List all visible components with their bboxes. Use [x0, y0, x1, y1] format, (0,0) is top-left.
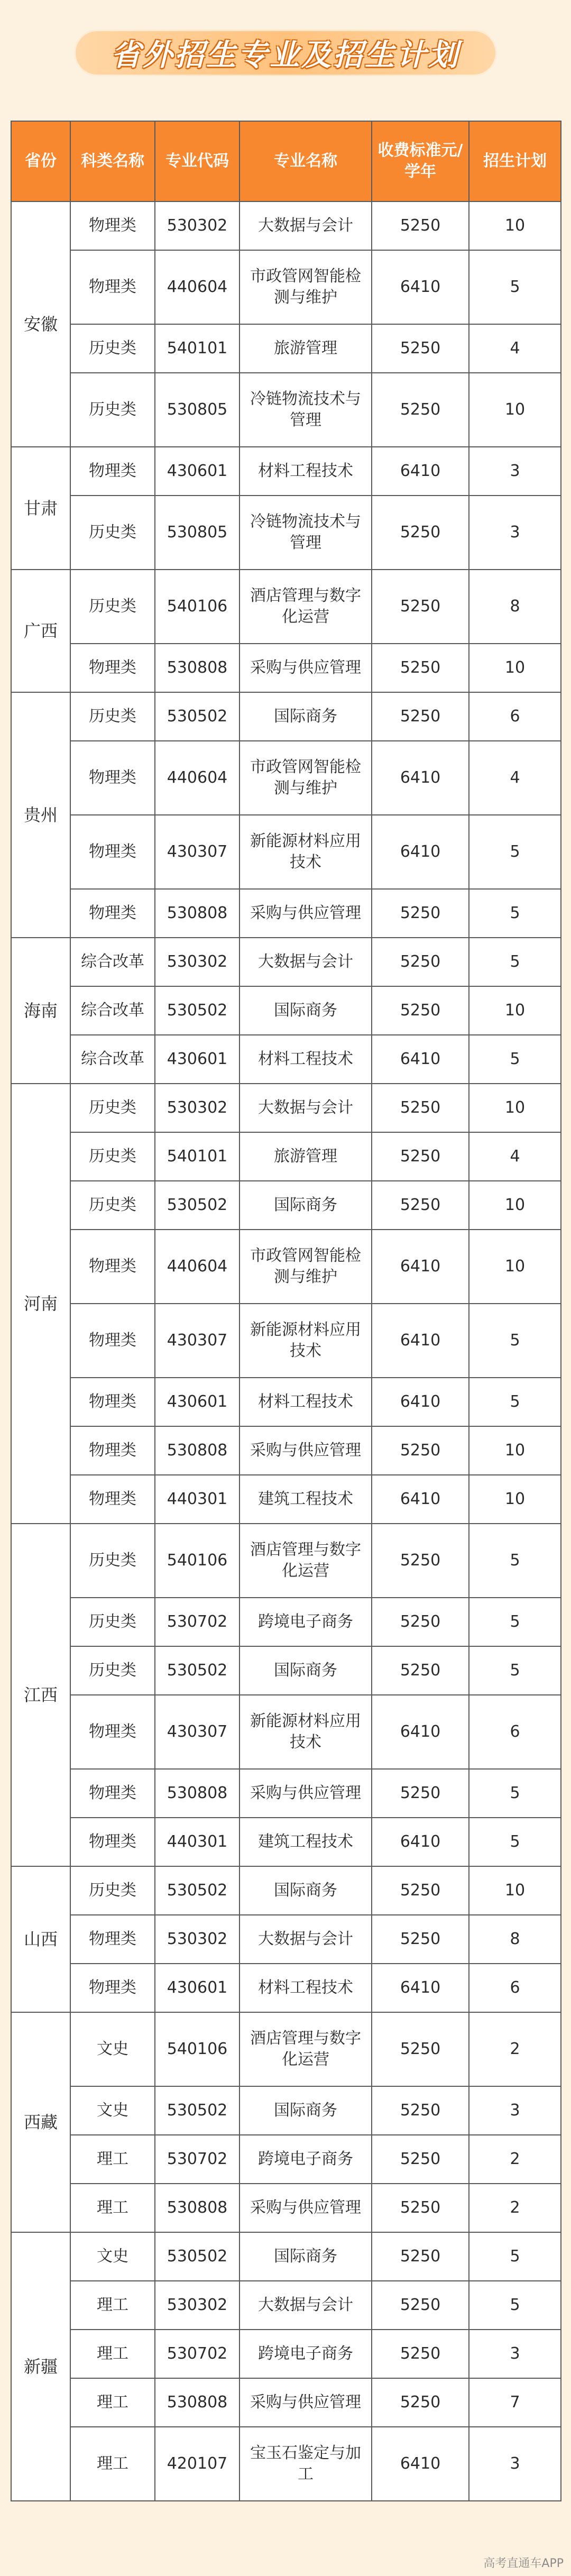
fee-cell: 5250	[372, 1426, 469, 1475]
title-pill	[74, 30, 497, 76]
province-cell: 山西	[11, 1866, 70, 2012]
table-header-row	[11, 121, 561, 201]
category-cell: 物理类	[70, 1230, 155, 1304]
table-row	[11, 2086, 561, 2135]
category-cell: 物理类	[70, 250, 155, 324]
table-row	[11, 1181, 561, 1230]
code-cell: 430307	[155, 1695, 240, 1769]
header-code: 专业代码	[155, 121, 240, 201]
category-cell: 历史类	[70, 1646, 155, 1695]
header-plan: 招生计划	[469, 121, 561, 201]
name-cell: 大数据与会计	[240, 1915, 372, 1964]
name-cell: 市政管网智能检测与维护	[240, 250, 372, 324]
fee-cell: 5250	[372, 570, 469, 644]
plan-cell: 4	[469, 1132, 561, 1181]
fee-cell: 6410	[372, 1695, 469, 1769]
fee-cell: 5250	[372, 1646, 469, 1695]
name-cell: 旅游管理	[240, 324, 372, 373]
category-cell: 历史类	[70, 1084, 155, 1132]
table-row	[11, 1132, 561, 1181]
fee-cell: 5250	[372, 1866, 469, 1915]
fee-cell: 6410	[372, 815, 469, 889]
plan-cell: 10	[469, 1084, 561, 1132]
category-cell: 历史类	[70, 1598, 155, 1646]
table-row	[11, 1646, 561, 1695]
category-cell: 历史类	[70, 570, 155, 644]
table-row	[11, 1866, 561, 1915]
province-cell: 甘肃	[11, 447, 70, 570]
code-cell: 540106	[155, 1524, 240, 1598]
name-cell: 旅游管理	[240, 1132, 372, 1181]
code-cell: 430601	[155, 447, 240, 496]
plan-cell: 3	[469, 2427, 561, 2501]
table-row	[11, 741, 561, 815]
table-row	[11, 250, 561, 324]
name-cell: 采购与供应管理	[240, 2184, 372, 2232]
fee-cell: 6410	[372, 2427, 469, 2501]
fee-cell: 5250	[372, 2232, 469, 2281]
fee-cell: 6410	[372, 1230, 469, 1304]
fee-cell: 6410	[372, 447, 469, 496]
table-row	[11, 644, 561, 692]
category-cell: 理工	[70, 2427, 155, 2501]
name-cell: 新能源材料应用技术	[240, 1304, 372, 1378]
category-cell: 历史类	[70, 1524, 155, 1598]
plan-cell: 5	[469, 1818, 561, 1866]
name-cell: 宝玉石鉴定与加工	[240, 2427, 372, 2501]
province-cell: 贵州	[11, 692, 70, 938]
code-cell: 530808	[155, 1426, 240, 1475]
category-cell: 理工	[70, 2378, 155, 2427]
code-cell: 540101	[155, 1132, 240, 1181]
fee-cell: 5250	[372, 324, 469, 373]
category-cell: 物理类	[70, 1769, 155, 1818]
province-cell: 广西	[11, 570, 70, 692]
fee-cell: 5250	[372, 2378, 469, 2427]
name-cell: 建筑工程技术	[240, 1475, 372, 1524]
category-cell: 综合改革	[70, 938, 155, 986]
category-cell: 历史类	[70, 692, 155, 741]
category-cell: 综合改革	[70, 986, 155, 1035]
name-cell: 市政管网智能检测与维护	[240, 741, 372, 815]
fee-cell: 6410	[372, 1475, 469, 1524]
fee-cell: 5250	[372, 373, 469, 447]
plan-cell: 6	[469, 1695, 561, 1769]
name-cell: 材料工程技术	[240, 1378, 372, 1426]
name-cell: 酒店管理与数字化运营	[240, 1524, 372, 1598]
name-cell: 采购与供应管理	[240, 2378, 372, 2427]
fee-cell: 5250	[372, 1084, 469, 1132]
plan-cell: 5	[469, 1035, 561, 1084]
code-cell: 530808	[155, 2378, 240, 2427]
table-row	[11, 1915, 561, 1964]
fee-cell: 5250	[372, 938, 469, 986]
plan-table-container	[11, 121, 560, 2501]
name-cell: 新能源材料应用技术	[240, 1695, 372, 1769]
code-cell: 530702	[155, 2330, 240, 2378]
province-cell: 江西	[11, 1524, 70, 1866]
plan-cell: 5	[469, 815, 561, 889]
table-row	[11, 1426, 561, 1475]
plan-cell: 5	[469, 1378, 561, 1426]
table-row	[11, 2232, 561, 2281]
fee-cell: 5250	[372, 1524, 469, 1598]
name-cell: 建筑工程技术	[240, 1818, 372, 1866]
code-cell: 440301	[155, 1475, 240, 1524]
code-cell: 530502	[155, 2232, 240, 2281]
table-row	[11, 1695, 561, 1769]
name-cell: 采购与供应管理	[240, 889, 372, 938]
table-row	[11, 2135, 561, 2184]
fee-cell: 5250	[372, 2086, 469, 2135]
code-cell: 430601	[155, 1964, 240, 2012]
table-row	[11, 201, 561, 250]
code-cell: 540106	[155, 2012, 240, 2086]
province-cell: 西藏	[11, 2012, 70, 2232]
plan-cell: 5	[469, 889, 561, 938]
category-cell: 理工	[70, 2135, 155, 2184]
plan-cell: 2	[469, 2184, 561, 2232]
name-cell: 跨境电子商务	[240, 2330, 372, 2378]
fee-cell: 5250	[372, 201, 469, 250]
table-row	[11, 986, 561, 1035]
table-row	[11, 889, 561, 938]
plan-cell: 10	[469, 373, 561, 447]
fee-cell: 5250	[372, 1132, 469, 1181]
plan-cell: 7	[469, 2378, 561, 2427]
header-fee: 收费标准元/学年	[372, 121, 469, 201]
table-row	[11, 2330, 561, 2378]
plan-cell: 6	[469, 1964, 561, 2012]
category-cell: 历史类	[70, 1132, 155, 1181]
fee-cell: 5250	[372, 2281, 469, 2330]
fee-cell: 6410	[372, 1035, 469, 1084]
category-cell: 物理类	[70, 1964, 155, 2012]
fee-cell: 5250	[372, 1598, 469, 1646]
name-cell: 冷链物流技术与管理	[240, 496, 372, 570]
table-row	[11, 1378, 561, 1426]
table-row	[11, 692, 561, 741]
category-cell: 文史	[70, 2232, 155, 2281]
table-row	[11, 938, 561, 986]
table-row	[11, 1524, 561, 1598]
name-cell: 市政管网智能检测与维护	[240, 1230, 372, 1304]
footer-watermark: 高考直通车APP	[483, 2557, 564, 2570]
fee-cell: 5250	[372, 986, 469, 1035]
plan-cell: 2	[469, 2012, 561, 2086]
category-cell: 理工	[70, 2330, 155, 2378]
table-row	[11, 447, 561, 496]
plan-cell: 6	[469, 692, 561, 741]
plan-cell: 10	[469, 1475, 561, 1524]
table-row	[11, 1818, 561, 1866]
fee-cell: 5250	[372, 2012, 469, 2086]
name-cell: 大数据与会计	[240, 2281, 372, 2330]
name-cell: 新能源材料应用技术	[240, 815, 372, 889]
code-cell: 530302	[155, 1084, 240, 1132]
category-cell: 物理类	[70, 1475, 155, 1524]
fee-cell: 5250	[372, 1915, 469, 1964]
table-row	[11, 1964, 561, 2012]
name-cell: 冷链物流技术与管理	[240, 373, 372, 447]
title-banner	[0, 0, 571, 106]
table-row	[11, 1035, 561, 1084]
name-cell: 国际商务	[240, 1866, 372, 1915]
plan-cell: 5	[469, 1646, 561, 1695]
category-cell: 历史类	[70, 324, 155, 373]
plan-cell: 3	[469, 447, 561, 496]
category-cell: 物理类	[70, 889, 155, 938]
code-cell: 440604	[155, 741, 240, 815]
category-cell: 历史类	[70, 373, 155, 447]
code-cell: 540106	[155, 570, 240, 644]
plan-cell: 10	[469, 986, 561, 1035]
category-cell: 理工	[70, 2184, 155, 2232]
code-cell: 530502	[155, 2086, 240, 2135]
header-category: 科类名称	[70, 121, 155, 201]
code-cell: 530302	[155, 938, 240, 986]
code-cell: 440604	[155, 250, 240, 324]
province-cell: 河南	[11, 1084, 70, 1524]
name-cell: 国际商务	[240, 1181, 372, 1230]
fee-cell: 5250	[372, 644, 469, 692]
table-row	[11, 2184, 561, 2232]
category-cell: 历史类	[70, 1866, 155, 1915]
plan-cell: 8	[469, 1915, 561, 1964]
code-cell: 530502	[155, 1181, 240, 1230]
name-cell: 国际商务	[240, 2086, 372, 2135]
category-cell: 物理类	[70, 1378, 155, 1426]
fee-cell: 5250	[372, 692, 469, 741]
table-row	[11, 2378, 561, 2427]
category-cell: 物理类	[70, 1915, 155, 1964]
name-cell: 酒店管理与数字化运营	[240, 2012, 372, 2086]
category-cell: 物理类	[70, 741, 155, 815]
plan-cell: 10	[469, 1181, 561, 1230]
plan-cell: 5	[469, 250, 561, 324]
code-cell: 530302	[155, 201, 240, 250]
plan-cell: 5	[469, 1769, 561, 1818]
code-cell: 530808	[155, 1769, 240, 1818]
code-cell: 530502	[155, 1646, 240, 1695]
code-cell: 530808	[155, 889, 240, 938]
fee-cell: 6410	[372, 1304, 469, 1378]
code-cell: 430307	[155, 1304, 240, 1378]
name-cell: 跨境电子商务	[240, 1598, 372, 1646]
code-cell: 440604	[155, 1230, 240, 1304]
name-cell: 国际商务	[240, 2232, 372, 2281]
category-cell: 文史	[70, 2012, 155, 2086]
name-cell: 材料工程技术	[240, 447, 372, 496]
category-cell: 物理类	[70, 644, 155, 692]
code-cell: 440301	[155, 1818, 240, 1866]
fee-cell: 5250	[372, 2184, 469, 2232]
fee-cell: 5250	[372, 1769, 469, 1818]
plan-cell: 4	[469, 324, 561, 373]
name-cell: 国际商务	[240, 986, 372, 1035]
plan-cell: 4	[469, 741, 561, 815]
fee-cell: 6410	[372, 1378, 469, 1426]
table-body	[11, 201, 561, 2501]
fee-cell: 5250	[372, 1181, 469, 1230]
code-cell: 530808	[155, 644, 240, 692]
plan-cell: 5	[469, 2281, 561, 2330]
province-cell: 安徽	[11, 201, 70, 447]
plan-cell: 5	[469, 1598, 561, 1646]
code-cell: 530805	[155, 496, 240, 570]
name-cell: 跨境电子商务	[240, 2135, 372, 2184]
page-title: 省外招生专业及招生计划	[111, 38, 460, 72]
category-cell: 物理类	[70, 815, 155, 889]
code-cell: 530808	[155, 2184, 240, 2232]
plan-cell: 10	[469, 201, 561, 250]
table-row	[11, 2281, 561, 2330]
category-cell: 综合改革	[70, 1035, 155, 1084]
plan-cell: 10	[469, 644, 561, 692]
plan-cell: 10	[469, 1426, 561, 1475]
code-cell: 530702	[155, 2135, 240, 2184]
name-cell: 采购与供应管理	[240, 644, 372, 692]
plan-cell: 5	[469, 2232, 561, 2281]
table-row	[11, 570, 561, 644]
plan-cell: 5	[469, 938, 561, 986]
code-cell: 430601	[155, 1378, 240, 1426]
category-cell: 历史类	[70, 1181, 155, 1230]
table-row	[11, 1084, 561, 1132]
table-row	[11, 1230, 561, 1304]
table-row	[11, 2012, 561, 2086]
code-cell: 420107	[155, 2427, 240, 2501]
plan-cell: 10	[469, 1866, 561, 1915]
code-cell: 530302	[155, 1915, 240, 1964]
category-cell: 物理类	[70, 447, 155, 496]
name-cell: 大数据与会计	[240, 201, 372, 250]
code-cell: 540101	[155, 324, 240, 373]
fee-cell: 5250	[372, 496, 469, 570]
code-cell: 430307	[155, 815, 240, 889]
code-cell: 530502	[155, 1866, 240, 1915]
table-row	[11, 324, 561, 373]
table-row	[11, 373, 561, 447]
code-cell: 530302	[155, 2281, 240, 2330]
code-cell: 530502	[155, 692, 240, 741]
plan-cell: 10	[469, 1230, 561, 1304]
code-cell: 530702	[155, 1598, 240, 1646]
table-row	[11, 815, 561, 889]
table-row	[11, 1475, 561, 1524]
table-row	[11, 1598, 561, 1646]
category-cell: 历史类	[70, 496, 155, 570]
plan-cell: 3	[469, 2086, 561, 2135]
fee-cell: 6410	[372, 741, 469, 815]
table-row	[11, 1304, 561, 1378]
code-cell: 430601	[155, 1035, 240, 1084]
category-cell: 物理类	[70, 201, 155, 250]
name-cell: 大数据与会计	[240, 938, 372, 986]
name-cell: 大数据与会计	[240, 1084, 372, 1132]
fee-cell: 5250	[372, 2135, 469, 2184]
name-cell: 采购与供应管理	[240, 1426, 372, 1475]
name-cell: 国际商务	[240, 1646, 372, 1695]
table-row	[11, 2427, 561, 2501]
category-cell: 物理类	[70, 1304, 155, 1378]
fee-cell: 6410	[372, 1818, 469, 1866]
plan-cell: 5	[469, 1524, 561, 1598]
plan-cell: 2	[469, 2135, 561, 2184]
plan-cell: 5	[469, 1304, 561, 1378]
header-name: 专业名称	[240, 121, 372, 201]
category-cell: 物理类	[70, 1818, 155, 1866]
name-cell: 酒店管理与数字化运营	[240, 570, 372, 644]
name-cell: 采购与供应管理	[240, 1769, 372, 1818]
table-row	[11, 496, 561, 570]
name-cell: 国际商务	[240, 692, 372, 741]
plan-cell: 3	[469, 2330, 561, 2378]
name-cell: 材料工程技术	[240, 1964, 372, 2012]
name-cell: 材料工程技术	[240, 1035, 372, 1084]
code-cell: 530805	[155, 373, 240, 447]
code-cell: 530502	[155, 986, 240, 1035]
fee-cell: 6410	[372, 1964, 469, 2012]
fee-cell: 6410	[372, 250, 469, 324]
enrollment-plan-table	[11, 121, 561, 2501]
province-cell: 新疆	[11, 2232, 70, 2501]
category-cell: 物理类	[70, 1695, 155, 1769]
table-row	[11, 1769, 561, 1818]
plan-cell: 3	[469, 496, 561, 570]
province-cell: 海南	[11, 938, 70, 1084]
header-province: 省份	[11, 121, 70, 201]
fee-cell: 5250	[372, 889, 469, 938]
category-cell: 文史	[70, 2086, 155, 2135]
fee-cell: 5250	[372, 2330, 469, 2378]
category-cell: 物理类	[70, 1426, 155, 1475]
plan-cell: 8	[469, 570, 561, 644]
category-cell: 理工	[70, 2281, 155, 2330]
